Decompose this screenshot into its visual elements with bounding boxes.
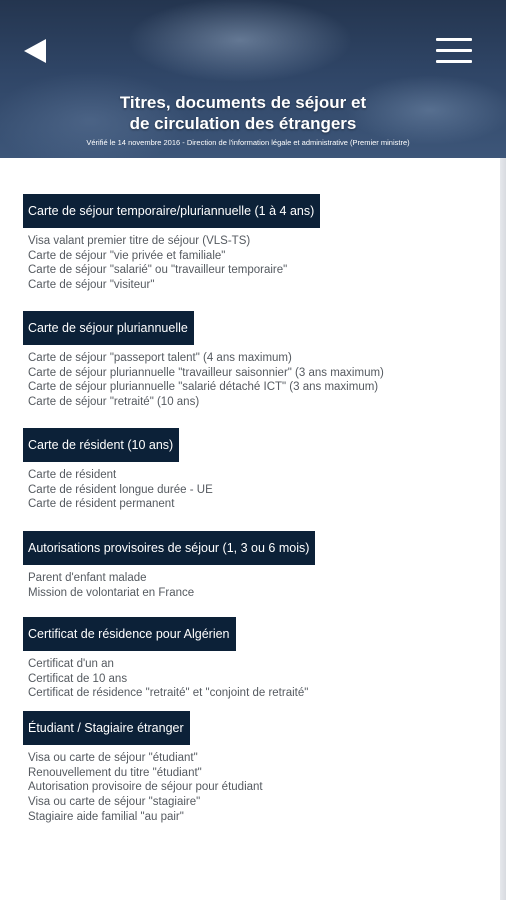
page-title-line2: de circulation des étrangers [129,114,357,133]
list-item[interactable]: Parent d'enfant malade [28,572,147,584]
list-item[interactable]: Certificat de résidence "retraité" et "conjoint de retraité" [28,687,309,700]
content-area [0,158,500,900]
section-title[interactable]: Certificat de résidence pour Algérien [23,617,236,651]
section-carte-sejour-pluriannuelle [23,311,384,410]
section-carte-sejour-temporaire [23,194,320,293]
section-etudiant-stagiaire [23,711,263,825]
list-item[interactable]: Autorisation provisoire de séjour pour étudiant [28,781,263,794]
section-title[interactable]: Autorisations provisoires de séjour (1, 3 ou 6 mois) [23,531,315,565]
list-item[interactable]: Carte de séjour "visiteur" [28,279,155,292]
list-item[interactable]: Carte de séjour "salarié" ou "travailleur temporaire" [28,264,288,277]
page-title-line1: Titres, documents de séjour et [119,93,367,112]
back-arrow-icon[interactable] [18,34,52,68]
item-list [23,751,263,825]
item-list [23,571,315,600]
list-item[interactable]: Certificat d'un an [28,658,114,670]
section-autorisations-provisoires [23,531,315,600]
section-title[interactable]: Carte de séjour pluriannuelle [23,311,194,345]
list-item[interactable]: Carte de séjour pluriannuelle "salarié détaché ICT" (3 ans maximum) [28,381,379,394]
item-list [23,657,308,701]
section-title[interactable]: Carte de séjour temporaire/pluriannuelle (1 à 4 ans) [23,194,320,228]
list-item[interactable]: Carte de résident [28,469,117,481]
item-list [23,351,384,410]
header-banner [0,0,506,158]
list-item[interactable]: Certificat de 10 ans [28,672,128,685]
list-item[interactable]: Mission de volontariat en France [28,586,195,599]
section-title[interactable]: Étudiant / Stagiaire étranger [23,711,190,745]
page-title [0,92,486,134]
scroll-edge [500,158,506,900]
list-item[interactable]: Visa ou carte de séjour "stagiaire" [28,796,201,809]
list-item[interactable]: Carte de résident longue durée - UE [28,483,213,496]
list-item[interactable]: Visa valant premier titre de séjour (VLS-TS) [28,235,251,247]
list-item[interactable]: Renouvellement du titre "étudiant" [28,766,202,779]
item-list [23,468,213,512]
section-certificat-algerien [23,617,308,701]
item-list [23,234,320,293]
page-subtitle: Vérifié le 14 novembre 2016 - Direction de l'information légale et administrative (Premier ministre) [86,138,410,147]
list-item[interactable]: Carte de séjour "retraité" (10 ans) [28,396,200,409]
list-item[interactable]: Carte de résident permanent [28,498,175,511]
section-title[interactable]: Carte de résident (10 ans) [23,428,179,462]
list-item[interactable]: Carte de séjour "vie privée et familiale" [28,249,226,262]
list-item[interactable]: Stagiaire aide familial "au pair" [28,810,184,823]
list-item[interactable]: Carte de séjour "passeport talent" (4 ans maximum) [28,352,292,364]
hamburger-menu-icon[interactable] [436,38,472,64]
section-carte-resident [23,428,213,512]
list-item[interactable]: Visa ou carte de séjour "étudiant" [28,752,198,764]
list-item[interactable]: Carte de séjour pluriannuelle "travailleur saisonnier" (3 ans maximum) [28,366,384,379]
